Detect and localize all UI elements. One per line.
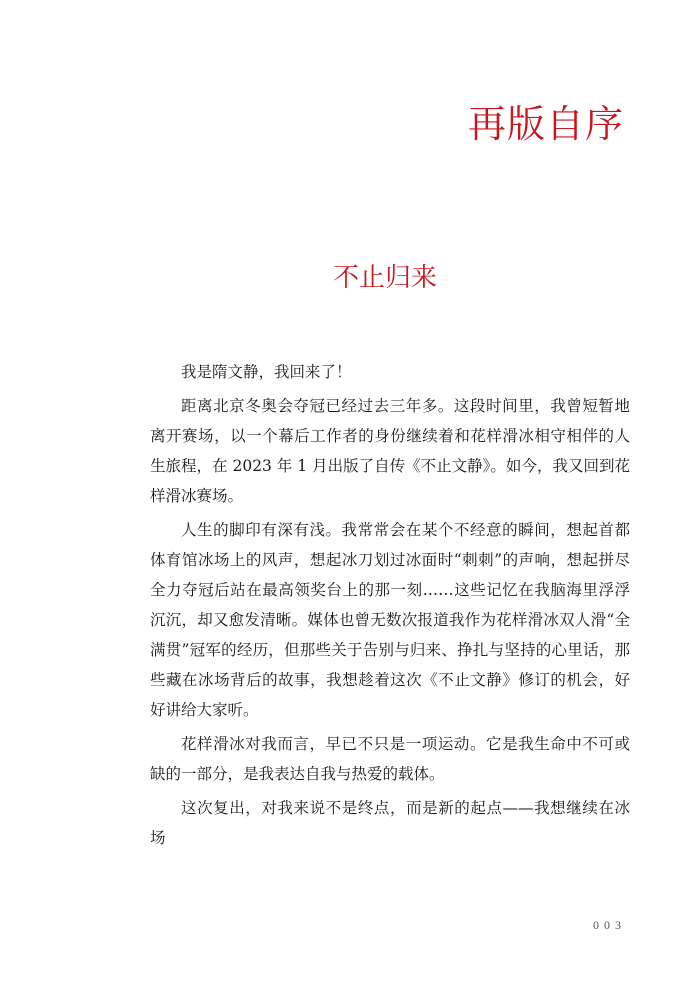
page-number: 003 <box>593 918 626 932</box>
paragraph: 花样滑冰对我而言，早已不只是一项运动。它是我生命中不可或缺的一部分，是我表达自我与热爱的载体。 <box>150 735 630 783</box>
paragraph: 这次复出，对我来说不是终点，而是新的起点——我想继续在冰场 <box>150 799 630 847</box>
essay-title: 不止归来 <box>332 263 437 293</box>
section-title: 再版自序 <box>467 102 624 146</box>
paragraph: 我是隋文静，我回来了！ <box>181 363 352 381</box>
body-text <box>150 357 630 857</box>
paragraph: 人生的脚印有深有浅。我常常会在某个不经意的瞬间，想起首都体育馆冰场上的风声，想起冰刀划过冰面时“刺刺”的声响，想起拼尽全力夺冠后站在最高领奖台上的那一刻……这些记忆在我脑海里浮浮沉沉，却又愈发清晰。媒体也曾无数次报道我作为花样滑冰双人滑“全满贯”冠军的经历，但那些关于告别与归来、挣扎与坚持的心里话，那些藏在冰场背后的故事，我想趁着这次《不止文静》修订的机会，好好讲给大家听。 <box>150 521 630 719</box>
paragraph: 距离北京冬奥会夺冠已经过去三年多。这段时间里，我曾短暂地离开赛场，以一个幕后工作者的身份继续着和花样滑冰相守相伴的人生旅程，在 2023 年 1 月出版了自传《不止文静》。如今，我又回到花样滑冰赛场。 <box>150 397 630 505</box>
